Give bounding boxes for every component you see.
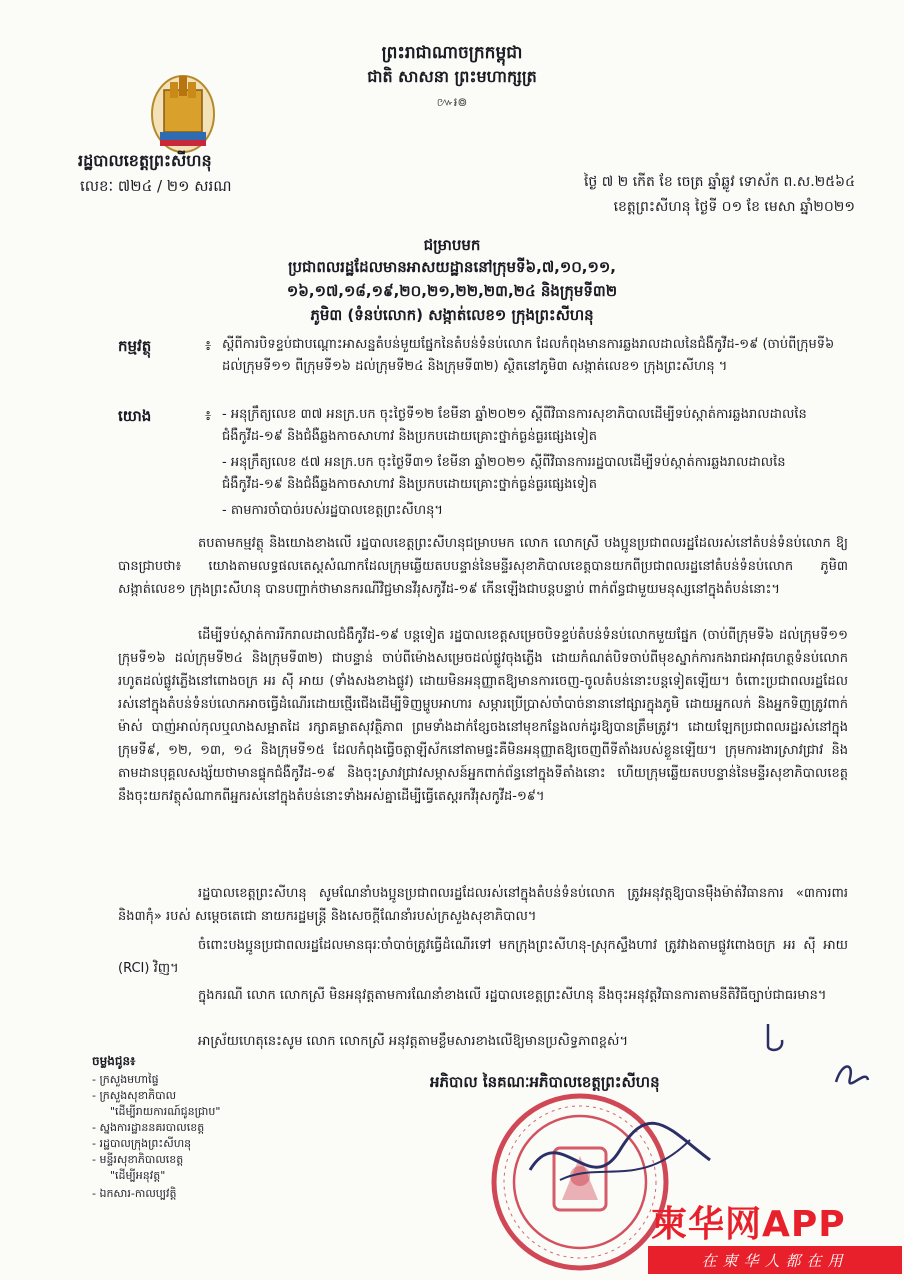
body-paragraph-5: ក្នុងករណី លោក លោកស្រី មិនអនុវត្តតាមការណែនាំខាងលើ រដ្ឋបាលខេត្តព្រះសីហនុ នឹងចុះអនុវត្តវិធានការតាមនីតិវិធីច្បាប់ជាធរមាន។ <box>198 988 827 1003</box>
cc-title: ចម្លងជូន៖ <box>92 1054 136 1068</box>
cc-item: "ដើម្បីរាយការណ៍ជូនជ្រាប" <box>110 1105 221 1118</box>
subject-colon: ៖ <box>205 338 212 354</box>
cc-item: - ស្នងការដ្ឋាននគរបាលខេត្ត <box>92 1121 205 1134</box>
reference-item-1: - អនុក្រឹត្យលេខ ៣៧ អនក្រ.បក ចុះថ្ងៃទី១២ ខែមីនា ឆ្នាំ២០២១ ស្តីពីវិធានការសុខាភិបាលដើម្បីទប់ស្កាត់ការឆ្លងរាលដាលនៃជំងឺកូវីដ-១៩ និងជំងឺឆ្លងកាចសាហាវ និងប្រកបដោយគ្រោះថ្នាក់ធ្ងន់ធ្ងរផ្សេងទៀត <box>222 407 807 444</box>
reference-item-2: - អនុក្រឹត្យលេខ ៥៧ អនក្រ.បក ចុះថ្ងៃទី៣១ ខែមីនា ឆ្នាំ២០២១ ស្តីពីវិធានការរដ្ឋបាលដើម្បីទប់ស្កាត់ការឆ្លងរាលដាលនៃជំងឺកូវីដ-១៩ និងជំងឺឆ្លងកាចសាហាវ និងប្រកបដោយគ្រោះថ្នាក់ធ្ងន់ធ្ងរផ្សេងទៀត <box>222 455 786 492</box>
reference-item-3: - តាមការចាំបាច់របស់រដ្ឋបាលខេត្តព្រះសីហនុ។ <box>222 503 443 518</box>
issuing-authority: រដ្ឋបាលខេត្តព្រះសីហនុ <box>78 151 212 170</box>
cc-item: - ក្រសួងមហាផ្ទៃ <box>92 1073 159 1086</box>
cc-item: "ដើម្បីអនុវត្ត" <box>110 1169 166 1182</box>
body-paragraph-1: តបតាមកម្មវត្ថុ និងយោងខាងលើ រដ្ឋបាលខេត្តព្រះសីហនុជម្រាបមក លោក លោកស្រី បងប្អូនប្រជាពលរដ្ឋដែលរស់នៅតំបន់ទំនប់លោក ឱ្យបានជ្រាបថា៖ យោងតាមលទ្ធផលតេស្តសំណាកដែលក្រុមឆ្លើយតបបន្ទាន់នៃមន្ទីរសុខាភិបាលខេត្តបានយកពីប្រជាពលរដ្ឋនៅតំបន់ទំនប់លោក ភូមិ៣ សង្កាត់លេខ១ ក្រុងព្រះសីហនុ បានបញ្ជាក់ថាមានករណីវិជ្ជមានវីរុសកូវីដ-១៩ កើនឡើងជាបន្តបន្ទាប់ ពាក់ព័ន្ធជាមួយមនុស្សនៅក្នុងតំបន់នោះ។ <box>118 536 848 597</box>
initial-mark-icon <box>760 1020 790 1054</box>
subject-label: កម្មវត្ថុ <box>118 337 152 355</box>
reference-colon: ៖ <box>205 408 212 424</box>
signature-scribble-icon <box>520 1110 720 1200</box>
date-solar: ខេត្តព្រះសីហនុ ថ្ងៃទី ០១ ខែ មេសា ឆ្នាំ២០២១ <box>613 199 855 215</box>
subject-text: ស្តីពីការបិទខ្ទប់ជាបណ្តោះអាសន្នតំបន់មួយផ្នែកនៃតំបន់ទំនប់លោក ដែលកំពុងមានការឆ្លងរាលដាលនៃជំងឺកូវីដ-១៩ (ចាប់ពីក្រុមទី៦ ដល់ក្រុមទី១១ ពីក្រុមទី១៦ ដល់ក្រុមទី២៤ និងក្រុមទី៣២) ស្ថិតនៅភូមិ៣ សង្កាត់លេខ១ ក្រុងព្រះសីហនុ ។ <box>222 337 835 374</box>
recipient-line-2: ១៦,១៧,១៨,១៩,២០,២១,២២,២៣,២៤ និងក្រុមទី៣២ <box>286 282 618 300</box>
recipient-line-3: ភូមិ៣ (ទំនប់លោក) សង្កាត់លេខ១ ក្រុងព្រះសីហនុ <box>310 306 594 324</box>
body-paragraph-6: អាស្រ័យហេតុនេះសូម លោក លោកស្រី អនុវត្តតាមខ្លឹមសារខាងលើឱ្យមានប្រសិទ្ធភាពខ្ពស់។ <box>198 1034 629 1049</box>
header-flourish: ៚៛៙ <box>436 95 468 109</box>
signatory-title: អភិបាល នៃគណៈអភិបាលខេត្តព្រះសីហនុ <box>430 1073 660 1091</box>
cc-item: - ឯកសារ-កាលប្បវត្តិ <box>92 1187 177 1200</box>
body-paragraph-3: រដ្ឋបាលខេត្តព្រះសីហនុ សូមណែនាំបងប្អូនប្រជាពលរដ្ឋដែលរស់នៅក្នុងតំបន់ទំនប់លោក ត្រូវអនុវត្តឱ្យបានម៉ឺងម៉ាត់វិធានការ «៣ការពារ និង៣កុំ» របស់ សម្តេចតេជោ នាយករដ្ឋមន្ត្រី និងសេចក្តីណែនាំរបស់ក្រសួងសុខាភិបាល។ <box>118 886 848 924</box>
watermark-slogan: 在柬华人都在用 <box>701 1252 849 1270</box>
body-paragraph-4: ចំពោះបងប្អូនប្រជាពលរដ្ឋដែលមានធុរៈចាំបាច់ត្រូវធ្វើដំណើរទៅ មកក្រុងព្រះសីហនុ-ស្រុកស្ទឹងហាវ ត្រូវវាងតាមផ្លូវពោងចក្រ អរ ស៊ី អាយ (RCI) វិញ។ <box>118 938 848 976</box>
kingdom-title: ព្រះរាជាណាចក្រកម្ពុជា <box>381 43 523 63</box>
body-paragraph-2: ដើម្បីទប់ស្កាត់ការរីករាលដាលជំងឺកូវីដ-១៩ បន្តទៀត រដ្ឋបាលខេត្តសម្រេចបិទខ្ទប់តំបន់ទំនប់លោកមួយផ្នែក (ចាប់ពីក្រុមទី៦ ដល់ក្រុមទី១១ ក្រុមទី១៦ ដល់ក្រុមទី២៤ និងក្រុមទី៣២) ជាបន្ទាន់ ចាប់ពីម៉ោងសម្រេចដល់ផ្លូវចុងភ្លើង ដោយកំណត់បិទចាប់ពីមុខស្នាក់ការកងរាជអាវុធហត្ថទំនប់លោក រហូតដល់ផ្លូវភ្លើងនៅពោងចក្រ អរ ស៊ី អាយ (ទាំងសងខាងផ្លូវ) ដោយមិនអនុញ្ញាតឱ្យមានការចេញ-ចូលតំបន់នោះបន្តទៀតឡើយ។ ចំពោះប្រជាពលរដ្ឋដែលរស់នៅក្នុងតំបន់ទំនប់លោកអាចធ្វើដំណើរដោយថ្មើរជើងដើម្បីទិញម្ហូបអាហារ សម្ភារប្រើប្រាស់ចាំបាច់នានានៅផ្សារក្នុងភូមិ ដោយអ្នកលក់ និងអ្នកទិញត្រូវពាក់ម៉ាស់ បាញ់អាល់កុលឬលាងសម្អាតដៃ រក្សាគម្លាតសុវត្ថិភាព ព្រមទាំងដាក់ខ្សែចងនៅមុខកន្លែងលក់ដូរឱ្យបានត្រឹមត្រូវ។ ដោយឡែកប្រជាពលរដ្ឋរស់នៅក្នុងក្រុមទី៩, ១២, ១៣, ១៤ និងក្រុមទី១៥ ដែលកំពុងធ្វើចត្តាឡីស័កនៅតាមផ្ទះគឺមិនអនុញ្ញាតឱ្យចេញពីទីតាំងរបស់ខ្លួនឡើយ។ ក្រុមការងារស្រាវជ្រាវ និងតាមដានបុគ្គលសង្ស័យថាមានផ្ទុកជំងឺកូវីដ-១៩ និងចុះស្រាវជ្រាវសម្ភាសន៍អ្នកពាក់ព័ន្ធនៅក្នុងទីតាំងនោះ ហើយក្រុមឆ្លើយតបបន្ទាន់នៃមន្ទីរសុខាភិបាលខេត្តនឹងចុះយកវត្ថុសំណាកពីអ្នករស់នៅក្នុងតំបន់នោះទាំងអស់គ្នាដើម្បីធ្វើតេស្តរកវីរុសកូវីដ-១៩។ <box>118 628 848 804</box>
notice-title: ជម្រាបមក <box>423 236 481 254</box>
date-lunar: ថ្ងៃ ៧ ២ កើត ខែ ចេត្រ ឆ្នាំឆ្លូវ ទោស័ក ព.ស.២៥៦៤ <box>583 174 855 190</box>
recipient-line-1: ប្រជាពលរដ្ឋដែលមានអាសយដ្ឋាននៅក្រុមទី៦,៧,១០,១១, <box>288 258 616 276</box>
nation-motto: ជាតិ សាសនា ព្រះមហាក្សត្រ <box>367 67 537 86</box>
cc-item: - រដ្ឋបាលក្រុងព្រះសីហនុ <box>92 1137 192 1150</box>
cc-item: - ក្រសួងសុខាភិបាល <box>92 1089 177 1102</box>
watermark-brand: 柬华网APP <box>651 1204 846 1245</box>
reference-number: លេខៈ ៧២៤ / ២១ សរណ <box>80 177 232 195</box>
reference-label: យោង <box>118 407 152 425</box>
signature-initial-icon <box>832 1058 872 1090</box>
cc-item: - មន្ទីរសុខាភិបាលខេត្ត <box>92 1153 184 1166</box>
